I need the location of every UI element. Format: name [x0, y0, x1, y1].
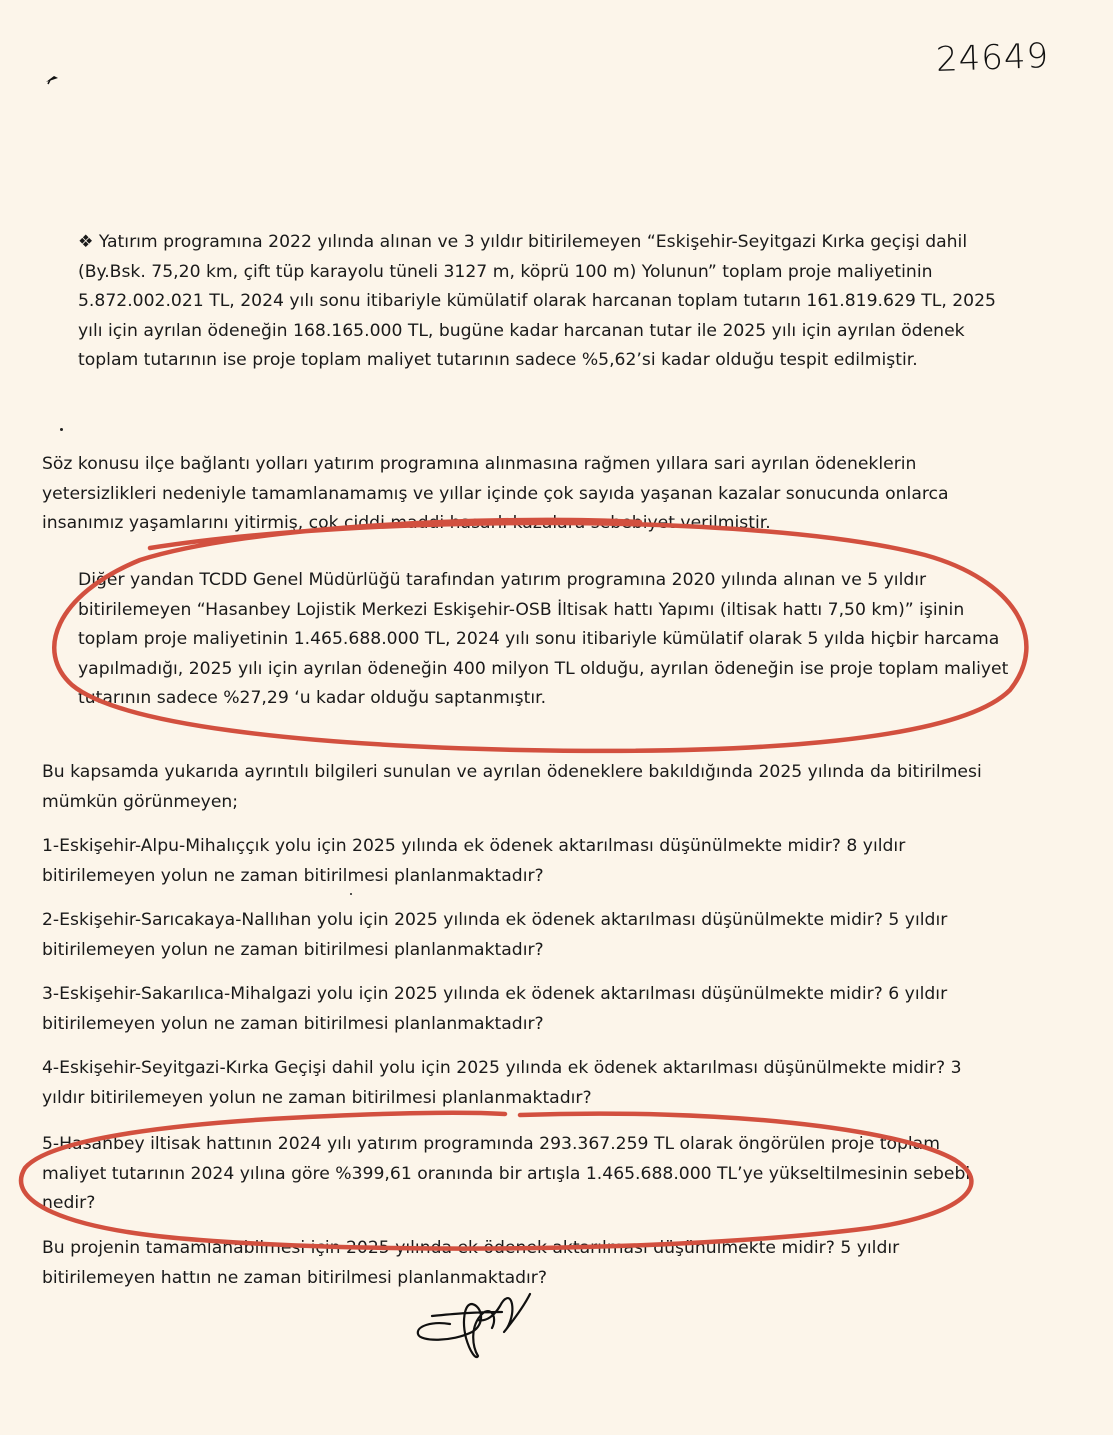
paragraph-final-question: Bu projenin tamamlanabilmesi için 2025 yılında ek ödenek aktarılması düşünülmekte midir? 5 yıldır bitirilemeyen hattın ne zaman bitirilmesi planlanmaktadır?	[42, 1238, 900, 1288]
paragraph-hasanbey-line: Diğer yandan TCDD Genel Müdürlüğü tarafından yatırım programına 2020 yılında alınan ve 5 yıldır bitirilemeyen “Hasanbey Lojistik Merkezi Eskişehir-OSB İltisak hattı Yapımı (iltisak hattı 7,50 km)” işinin toplam proje maliyetinin 1.465.688.000 TL, 2024 yılı sonu itibariyle kümülatif olarak 5 yılda hiçbir harcama yapılmadığı, 2025 yılı için ayrılan ödeneğin 400 milyon TL olduğu, ayrılan ödeneğin ise proje toplam maliyet tutarının sadece %27,29 ‘u kadar olduğu saptanmıştır.	[78, 570, 1009, 709]
paragraph-district-roads: Söz konusu ilçe bağlantı yolları yatırım programına alınmasına rağmen yıllara sari ayrılan ödeneklerin yetersizlikleri nedeniyle tamamlanamamış ve yıllar içinde çok sayıda yaşanan kazalar sonucunda onlarca insanımız yaşamlarını yitirmiş, çok ciddi maddi hasarlı kazalara sebebiyet verilmiştir.	[42, 454, 949, 534]
question-3: 3-Eskişehir-Sakarılıca-Mihalgazi yolu için 2025 yılında ek ödenek aktarılması düşünülmekte midir? 6 yıldır bitirilemeyen yolun ne zaman bitirilmesi planlanmaktadır?	[42, 984, 948, 1034]
paragraph-kirka-road	[78, 228, 998, 376]
question-4: 4-Eskişehir-Seyitgazi-Kırka Geçişi dahil yolu için 2025 yılında ek ödenek aktarılması düşünülmekte midir? 3 yıldır bitirilemeyen yolun ne zaman bitirilmesi planlanmaktadır?	[42, 1058, 962, 1108]
bullet-icon: ❖	[78, 232, 94, 252]
paragraph-1-text: Yatırım programına 2022 yılında alınan ve 3 yıldır bitirilemeyen “Eskişehir-Seyitgazi Kırka geçişi dahil (By.Bsk. 75,20 km, çift tüp karayolu tüneli 3127 m, köprü 100 m) Yolunun” toplam proje maliyetinin 5.872.002.021 TL, 2024 yılı sonu itibariyle kümülatif olarak harcanan toplam tutarın 161.819.629 TL, 2025 yılı için ayrılan ödeneğin 168.165.000 TL, bugüne kadar harcanan tutar ile 2025 yılı için ayrılan ödenek toplam tutarının ise proje toplam maliyet tutarının sadece %5,62’si kadar olduğu tespit edilmiştir.	[78, 232, 996, 371]
ink-mark-icon	[44, 70, 64, 86]
paragraph-intro-questions: Bu kapsamda yukarıda ayrıntılı bilgileri sunulan ve ayrılan ödeneklere bakıldığında 2025 yılında da bitirilmesi mümkün görünmeyen;	[42, 762, 982, 812]
handwritten-document-number: 24649	[935, 36, 1050, 80]
ink-speck	[350, 893, 352, 895]
signature	[412, 1276, 542, 1366]
question-2: 2-Eskişehir-Sarıcakaya-Nallıhan yolu için 2025 yılında ek ödenek aktarılması düşünülmekte midir? 5 yıldır bitirilemeyen yolun ne zaman bitirilmesi planlanmaktadır?	[42, 910, 948, 960]
ink-speck	[60, 428, 63, 431]
question-5: 5-Hasanbey iltisak hattının 2024 yılı yatırım programında 293.367.259 TL olarak öngörülen proje toplam maliyet tutarının 2024 yılına göre %399,61 oranında bir artışla 1.465.688.000 TL’ye yükseltilmesinin sebebi nedir?	[42, 1134, 971, 1214]
question-1: 1-Eskişehir-Alpu-Mihalıççık yolu için 2025 yılında ek ödenek aktarılması düşünülmekte midir? 8 yıldır bitirilemeyen yolun ne zaman bitirilmesi planlanmaktadır?	[42, 836, 906, 886]
